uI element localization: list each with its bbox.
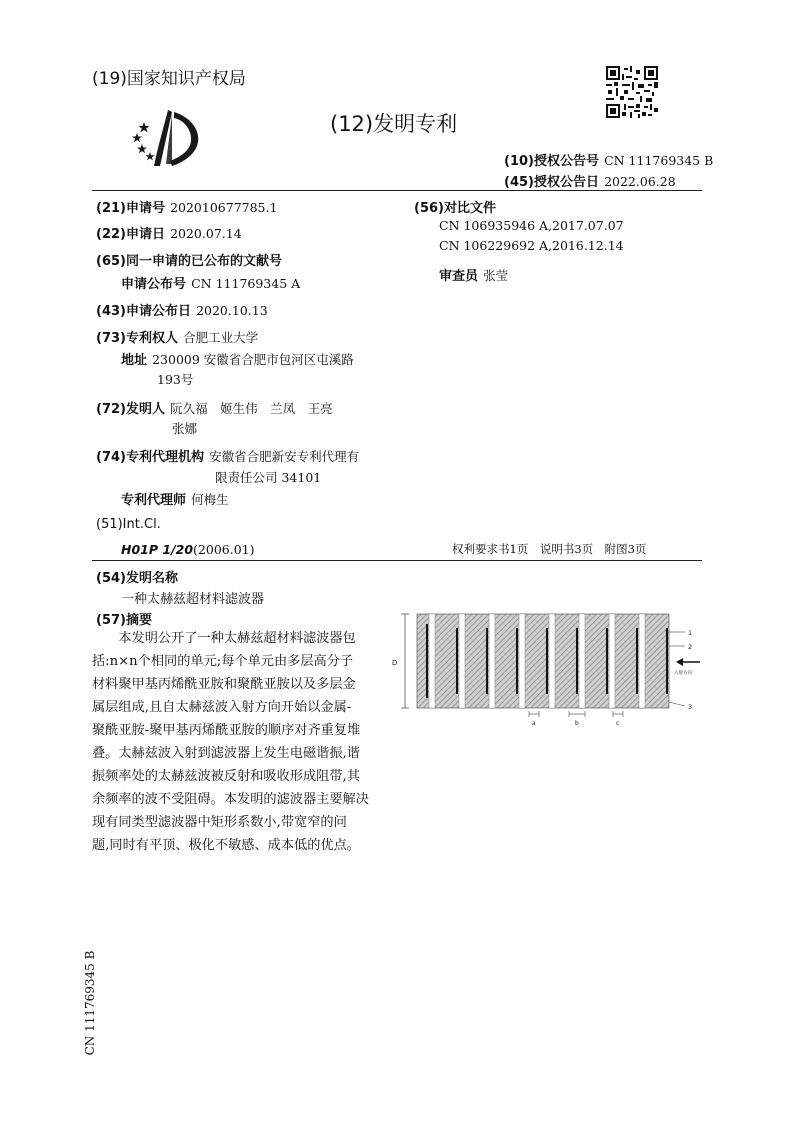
patent-agency-line-1: 安徽省合肥新安专利代理有 bbox=[209, 449, 360, 464]
incident-direction-label: 入射方向 bbox=[674, 671, 692, 676]
patent-agent bbox=[121, 489, 229, 508]
application-number-label: (21)申请号 bbox=[96, 201, 165, 216]
address-line-1: 230009 安徽省合肥市包河区屯溪路 bbox=[152, 352, 354, 367]
int-cl-classification bbox=[121, 539, 254, 558]
cited-references-heading: (56)对比文件 bbox=[414, 201, 496, 216]
examiner bbox=[439, 265, 508, 284]
patent-agent-value: 何梅生 bbox=[191, 492, 229, 507]
dimension-label-a: a bbox=[532, 720, 536, 727]
application-number bbox=[96, 197, 277, 216]
cited-reference-2: CN 106229692 A,2016.12.14 bbox=[439, 238, 624, 253]
publication-date-label: (43)申请公布日 bbox=[96, 304, 191, 319]
callout-2: 2 bbox=[688, 643, 693, 651]
application-date-label: (22)申请日 bbox=[96, 227, 165, 242]
cited-reference-1: CN 106935946 A,2017.07.07 bbox=[439, 218, 624, 233]
callout-1: 1 bbox=[688, 629, 693, 637]
page-count-info: 权利要求书1页 说明书3页 附图3页 bbox=[452, 542, 647, 556]
patentee bbox=[96, 327, 258, 346]
invention-title-label: (54)发明名称 bbox=[96, 571, 178, 586]
abstract-line: 余频率的波不受阻碍。本发明的滤波器主要解决 bbox=[92, 792, 369, 807]
patentee-value: 合肥工业大学 bbox=[183, 330, 259, 345]
abstract-line: 聚酰亚胺-聚甲基丙烯酰亚胺的顺序对齐重复堆 bbox=[92, 723, 361, 738]
patent-agency-line-2: 限责任公司 34101 bbox=[215, 470, 322, 485]
dimension-label-b: b bbox=[575, 720, 579, 727]
grant-date-label: (45)授权公告日 bbox=[504, 175, 599, 190]
incident-direction-arrow-icon bbox=[676, 658, 700, 666]
address-line-2: 193号 bbox=[157, 372, 194, 387]
patent-agency bbox=[96, 446, 359, 465]
publication-date bbox=[96, 300, 268, 319]
publication-number bbox=[121, 273, 300, 292]
header-divider bbox=[92, 190, 702, 191]
issuing-office: (19)国家知识产权局 bbox=[92, 69, 246, 89]
grant-number-label: (10)授权公告号 bbox=[504, 154, 599, 169]
abstract-line: 材料聚甲基丙烯酰亚胺和聚酰亚胺以及多层金 bbox=[92, 677, 356, 692]
address-label: 地址 bbox=[121, 353, 148, 368]
inventors-line-1: 阮久福 姬生伟 兰凤 王亮 bbox=[170, 401, 333, 416]
grant-number-value: CN 111769345 B bbox=[604, 153, 714, 168]
section-divider bbox=[92, 560, 702, 561]
patent-agent-label: 专利代理师 bbox=[121, 493, 187, 508]
invention-title: 一种太赫兹超材料滤波器 bbox=[121, 592, 265, 607]
cnipa-logo bbox=[128, 108, 206, 170]
abstract-label: (57)摘要 bbox=[96, 613, 152, 628]
abstract-line: 属层组成,且自太赫兹波入射方向开始以金属- bbox=[92, 700, 352, 715]
publication-date-value: 2020.10.13 bbox=[196, 303, 268, 318]
application-date bbox=[96, 223, 242, 242]
abstract-line: 叠。太赫兹波入射到滤波器上发生电磁谐振,谐 bbox=[92, 746, 360, 761]
inventors-line-2: 张娜 bbox=[172, 421, 198, 436]
same-application-heading: (65)同一申请的已公布的文献号 bbox=[96, 254, 282, 269]
int-cl-heading: (51)Int.Cl. bbox=[96, 517, 161, 532]
inventors-label: (72)发明人 bbox=[96, 402, 165, 417]
callout-3: 3 bbox=[688, 703, 693, 711]
grant-date bbox=[504, 171, 676, 190]
abstract-line: 振频率处的太赫兹波被反射和吸收形成阻带,其 bbox=[92, 769, 360, 784]
grant-date-value: 2022.06.28 bbox=[604, 174, 676, 189]
inventors bbox=[96, 398, 333, 417]
filter-structure-figure bbox=[385, 610, 705, 750]
abstract-line: 括:n×n个相同的单元;每个单元由多层高分子 bbox=[92, 654, 354, 669]
document-type-title: (12)发明专利 bbox=[330, 112, 458, 136]
int-cl-code: H01P 1/20 bbox=[121, 542, 194, 557]
examiner-value: 张莹 bbox=[483, 268, 509, 283]
side-document-number: CN 111769345 B bbox=[83, 950, 97, 1056]
examiner-label: 审查员 bbox=[439, 269, 479, 284]
grant-number bbox=[504, 150, 713, 169]
address bbox=[121, 349, 354, 368]
dimension-label-d: D bbox=[392, 659, 398, 667]
publication-number-label: 申请公布号 bbox=[121, 277, 187, 292]
dimension-label-c: c bbox=[616, 720, 620, 727]
abstract-line: 题,同时有平顶、极化不敏感、成本低的优点。 bbox=[92, 838, 360, 853]
patent-agency-label: (74)专利代理机构 bbox=[96, 450, 204, 465]
application-number-value: 202010677785.1 bbox=[170, 200, 278, 215]
abstract-line: 现有同类型滤波器中矩形系数小,带宽窄的问 bbox=[92, 815, 347, 830]
abstract-line: 本发明公开了一种太赫兹超材料滤波器包 bbox=[92, 631, 356, 646]
application-date-value: 2020.07.14 bbox=[170, 226, 242, 241]
int-cl-version: (2006.01) bbox=[193, 542, 255, 557]
publication-number-value: CN 111769345 A bbox=[191, 276, 301, 291]
patentee-label: (73)专利权人 bbox=[96, 331, 178, 346]
qr-code-image bbox=[606, 66, 658, 118]
side-document-number-wrap bbox=[82, 946, 98, 1066]
